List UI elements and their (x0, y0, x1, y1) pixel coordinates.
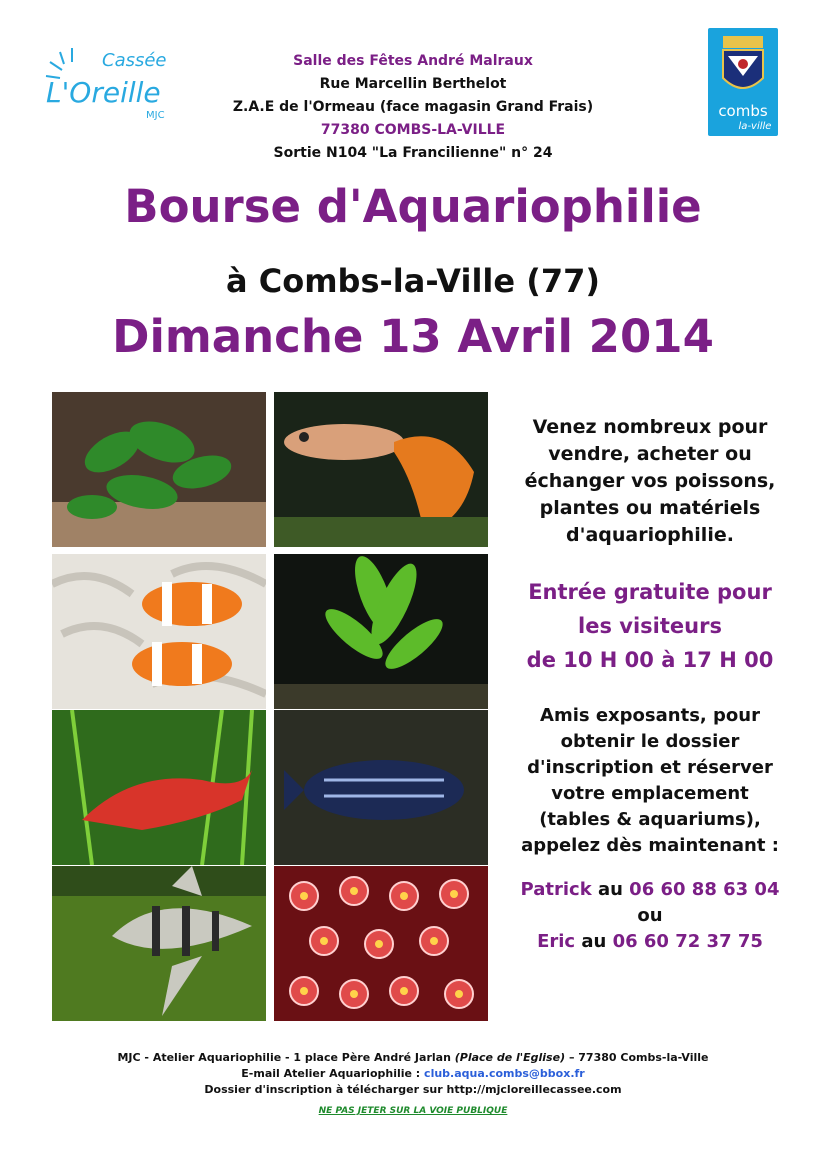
footer-address-place: (Place de l'Eglise) (454, 1051, 566, 1064)
photo-angelfish (52, 866, 266, 1021)
mjc-logo-sub: MJC (146, 110, 165, 121)
intro-line: échanger vos poissons, (524, 470, 776, 492)
exhibitor-info (500, 703, 800, 859)
photo-coral-polyps (274, 866, 488, 1021)
entry-info (500, 575, 800, 677)
intro-line: vendre, acheter ou (548, 443, 752, 465)
footer-address-city: – 77380 Combs-la-Ville (565, 1051, 709, 1064)
zone: Z.A.E de l'Ormeau (face magasin Grand Frais) (232, 99, 594, 115)
street: Rue Marcellin Berthelot (319, 76, 507, 92)
footer-address-main: MJC - Atelier Aquariophilie - 1 place Père André Jarlan (117, 1051, 455, 1064)
exhibitor-line: appelez dès maintenant : (521, 835, 779, 856)
coat-of-arms-icon (723, 36, 763, 88)
contact-connector: au (591, 879, 630, 900)
intro-line: d'aquariophilie. (566, 524, 734, 546)
contact-phone[interactable]: 06 60 88 63 04 (629, 879, 780, 900)
photo-red-shrimp (52, 710, 266, 865)
combs-la-ville-logo (708, 28, 778, 136)
combs-logo-main: combs (718, 102, 768, 120)
mjc-logo-top: Cassée (102, 50, 167, 71)
contact-eric (500, 929, 800, 955)
contact-patrick (500, 877, 800, 903)
contact-or: ou (637, 905, 663, 926)
combs-logo-sub: la-ville (738, 121, 772, 132)
footer-email-link[interactable]: club.aqua.combs@bbox.fr (424, 1067, 585, 1080)
photo-guppy (274, 392, 488, 547)
footer-email-label: E-mail Atelier Aquariophilie : (241, 1067, 425, 1080)
contact-phone[interactable]: 06 60 72 37 75 (612, 931, 763, 952)
sun-rays-icon (46, 48, 72, 78)
info-column (500, 414, 800, 955)
opening-hours: de 10 H 00 à 17 H 00 (526, 648, 774, 672)
venue-name: Salle des Fêtes André Malraux (293, 53, 533, 69)
mjc-logo (42, 44, 177, 124)
event-title: Bourse d'Aquariophilie (124, 180, 702, 233)
exhibitor-line: d'inscription et réserver (527, 757, 773, 778)
city: 77380 COMBS-LA-VILLE (320, 122, 506, 138)
event-date: Dimanche 13 Avril 2014 (112, 310, 714, 363)
intro-line: Venez nombreux pour (532, 416, 768, 438)
contact-name: Patrick (520, 879, 592, 900)
photo-aquarium-plant (274, 554, 488, 709)
entry-line: Entrée gratuite pour (528, 580, 772, 604)
entry-line: les visiteurs (578, 614, 722, 638)
photo-clownfish (52, 554, 266, 709)
exhibitor-line: obtenir le dossier (560, 731, 740, 752)
contact-name: Eric (537, 931, 576, 952)
footer (0, 1050, 826, 1098)
venue-address (190, 50, 636, 165)
exhibitor-line: (tables & aquariums), (539, 809, 761, 830)
footer-address (0, 1050, 826, 1066)
event-location: à Combs-la-Ville (77) (225, 262, 601, 300)
footer-email-line (0, 1066, 826, 1082)
litter-notice: NE PAS JETER SUR LA VOIE PUBLIQUE (318, 1106, 508, 1116)
intro-text (500, 414, 800, 549)
intro-line: plantes ou matériels (539, 497, 761, 519)
mjc-logo-main: L'Oreille (46, 76, 161, 109)
photo-cichlid (274, 710, 488, 865)
highway-exit: Sortie N104 "La Francilienne" n° 24 (273, 145, 553, 161)
exhibitor-line: votre emplacement (551, 783, 749, 804)
contact-connector: au (575, 931, 613, 952)
footer-download: Dossier d'inscription à télécharger sur http://mjcloreillecassee.com (204, 1083, 622, 1096)
exhibitor-line: Amis exposants, pour (540, 705, 760, 726)
photo-aquatic-plant (52, 392, 266, 547)
contacts (500, 877, 800, 955)
